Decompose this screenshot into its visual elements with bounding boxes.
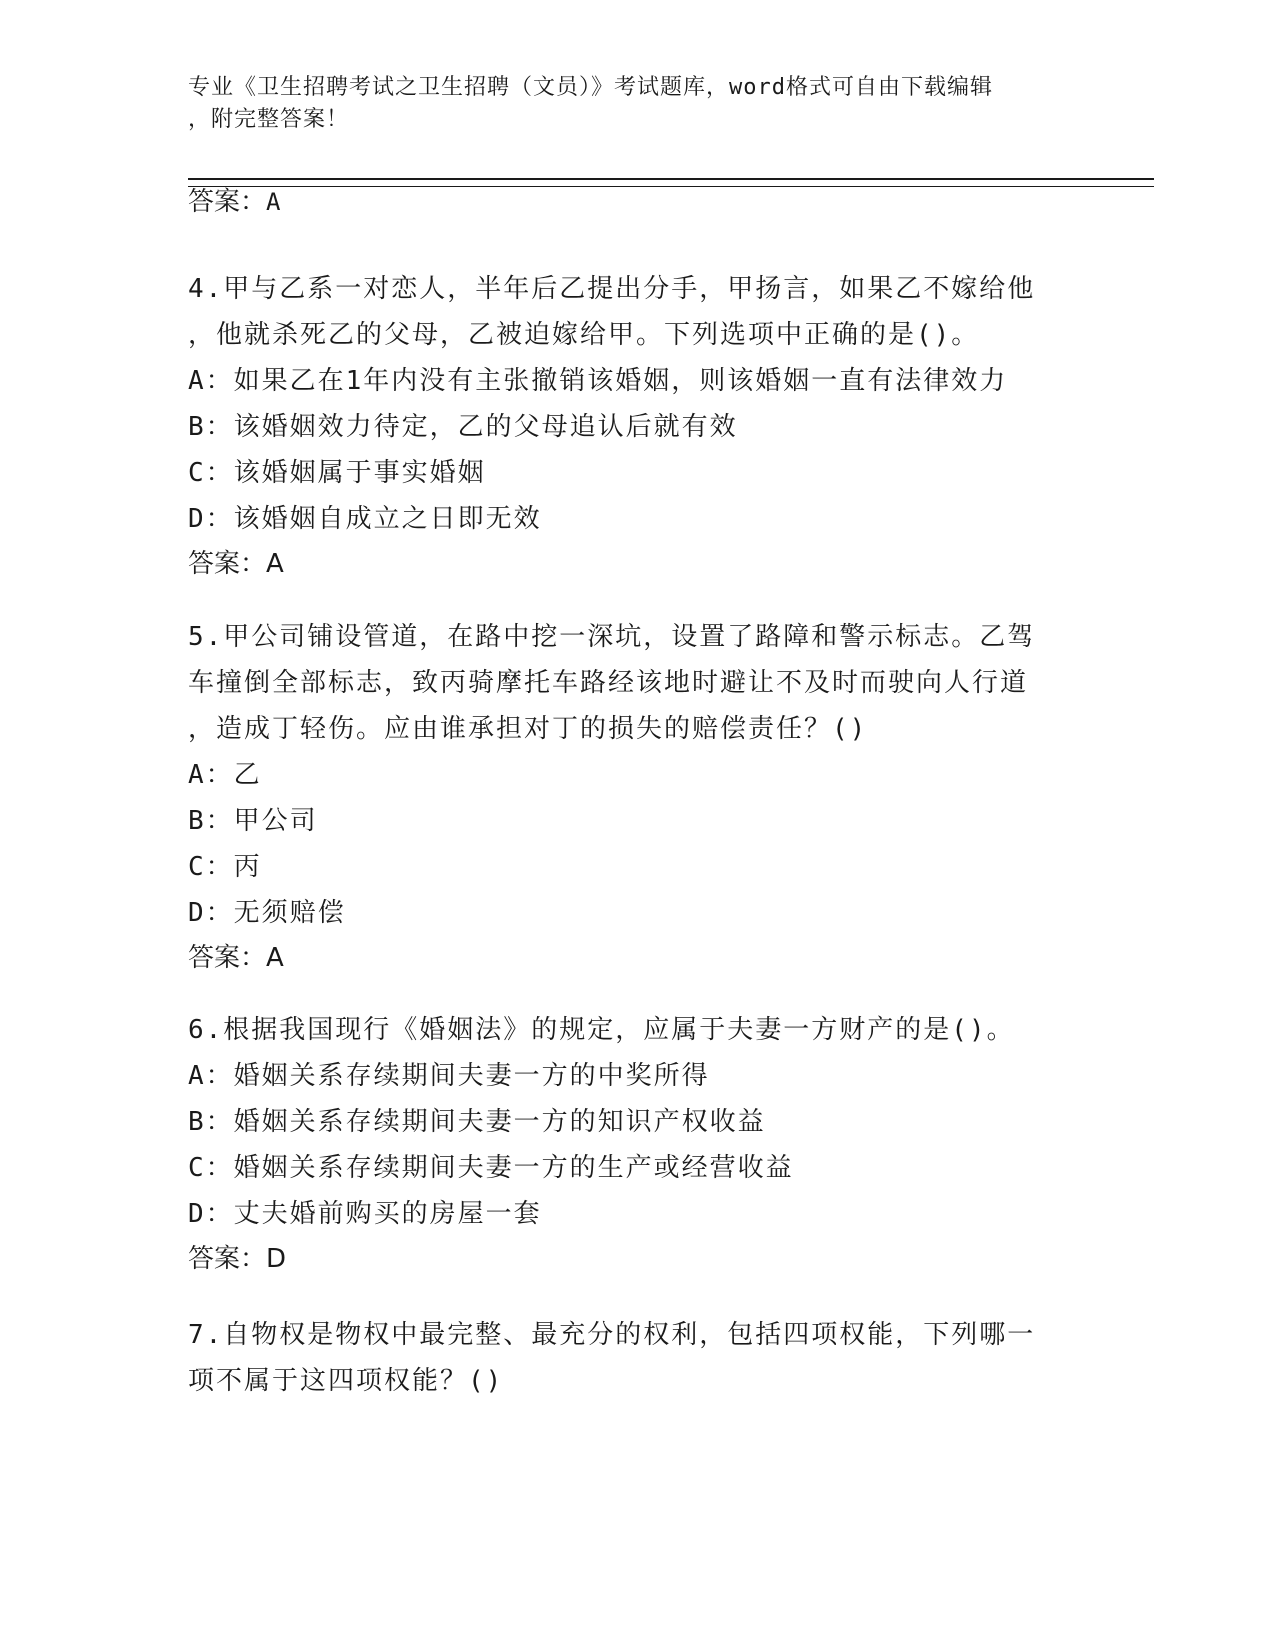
- question-answer: 答案：A: [188, 549, 284, 579]
- question-text-line: 7.自物权是物权中最完整、最充分的权利，包括四项权能，下列哪一: [188, 1320, 1036, 1350]
- question-text-line: 4.甲与乙系一对恋人，半年后乙提出分手，甲扬言，如果乙不嫁给他: [188, 274, 1036, 304]
- header-line-2: ，附完整答案！: [188, 107, 350, 132]
- option-b: B：该婚姻效力待定，乙的父母追认后就有效: [188, 412, 738, 442]
- option-b: B：甲公司: [188, 806, 318, 836]
- header-line-1: 专业《卫生招聘考试之卫生招聘（文员）》考试题库，word格式可自由下载编辑: [188, 75, 993, 100]
- option-c: C：丙: [188, 852, 262, 882]
- question-text-line: 6.根据我国现行《婚姻法》的规定，应属于夫妻一方财产的是()。: [188, 1015, 1015, 1045]
- document-header: [188, 72, 1068, 136]
- option-a: A：乙: [188, 760, 262, 790]
- option-b: B：婚姻关系存续期间夫妻一方的知识产权收益: [188, 1107, 766, 1137]
- question-7: [188, 1312, 1068, 1404]
- question-answer: 答案：A: [188, 943, 284, 973]
- question-4: [188, 266, 1068, 586]
- option-c: C：该婚姻属于事实婚姻: [188, 458, 486, 488]
- option-d: D：丈夫婚前购买的房屋一套: [188, 1199, 542, 1229]
- question-text-line: 5.甲公司铺设管道，在路中挖一深坑，设置了路障和警示标志。乙驾: [188, 622, 1036, 652]
- question-6: [188, 1007, 1068, 1281]
- question-text-line: 车撞倒全部标志，致丙骑摩托车路经该地时避让不及时而驶向人行道: [188, 668, 1029, 698]
- option-a: A：如果乙在1年内没有主张撤销该婚姻，则该婚姻一直有法律效力: [188, 366, 1008, 396]
- option-c: C：婚姻关系存续期间夫妻一方的生产或经营收益: [188, 1153, 794, 1183]
- answer-label: 答案：: [188, 187, 267, 217]
- header-divider: [188, 178, 1154, 187]
- question-answer: 答案：D: [188, 1244, 287, 1274]
- question-text-line: ，造成丁轻伤。应由谁承担对丁的损失的赔偿责任？(): [188, 714, 868, 744]
- option-d: D：该婚姻自成立之日即无效: [188, 504, 542, 534]
- question-text-line: ，他就杀死乙的父母，乙被迫嫁给甲。下列选项中正确的是()。: [188, 320, 980, 350]
- question-text-line: 项不属于这四项权能？(): [188, 1366, 504, 1396]
- question-5: [188, 614, 1068, 980]
- option-a: A：婚姻关系存续期间夫妻一方的中奖所得: [188, 1061, 710, 1091]
- answer-value: A: [266, 188, 281, 216]
- option-d: D：无须赔偿: [188, 898, 346, 928]
- answer-line: [188, 184, 280, 220]
